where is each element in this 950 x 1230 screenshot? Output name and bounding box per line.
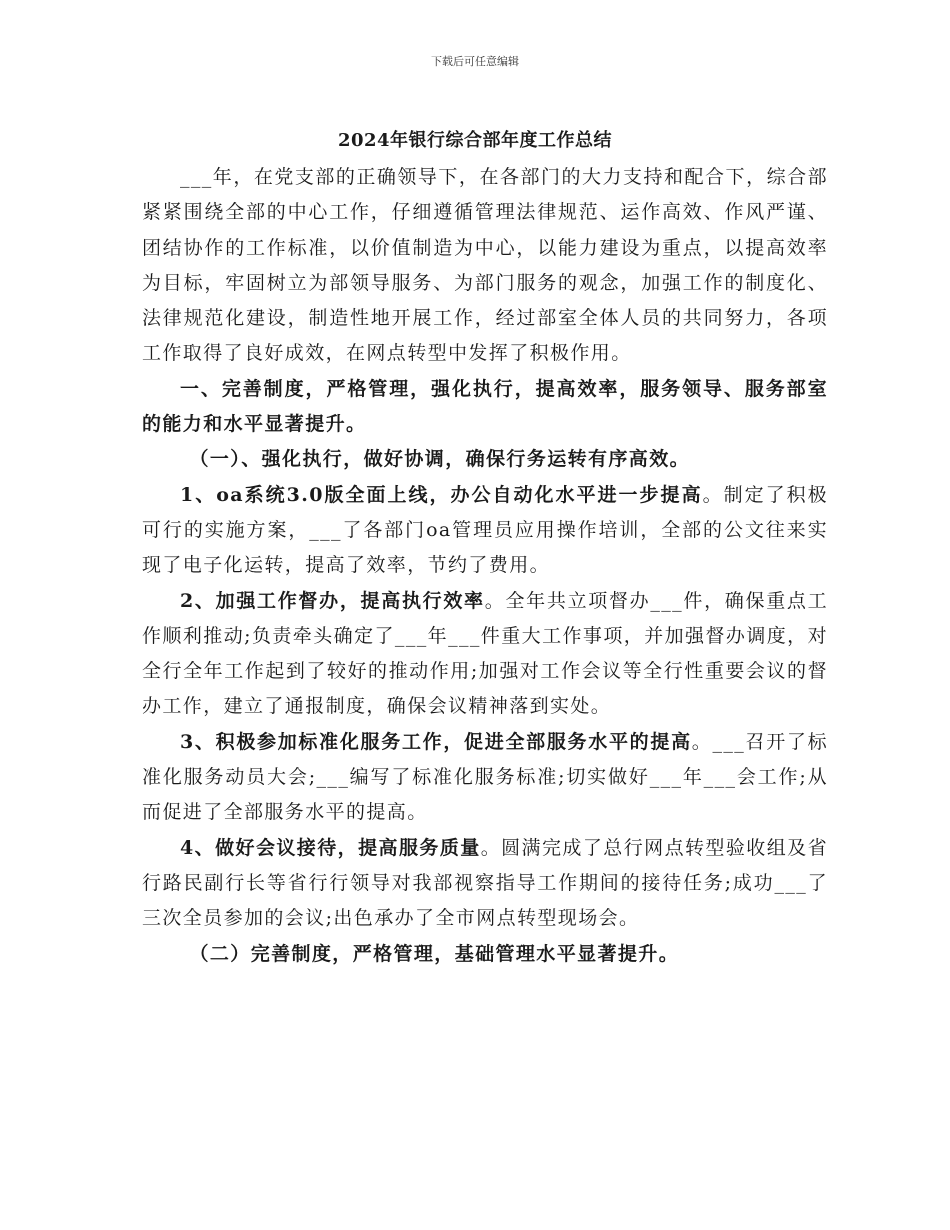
item-3-heading: 3、积极参加标准化服务工作，促进全部服务水平的提高	[180, 730, 692, 753]
section-heading-1: 一、完善制度，严格管理，强化执行，提高效率，服务领导、服务部室的能力和水平显著提升。	[142, 377, 828, 436]
item-1-heading: 1、oa系统3.0版全面上线，办公自动化水平进一步提高	[180, 483, 703, 506]
intro-paragraph: ___年，在党支部的正确领导下，在各部门的大力支持和配合下，综合部紧紧围绕全部的中心工作，仔细遵循管理法律规范、运作高效、作风严谨、团结协作的工作标准，以价值制造为中心，以能力建设为重点，以提高效率为目标，牢固树立为部领导服务、为部门服务的观念，加强工作的制度化、法律规范化建设，制造性地开展工作，经过部室全体人员的共同努力，各项工作取得了良好成效，在网点转型中发挥了积极作用。	[142, 166, 828, 365]
item-paragraph-3	[142, 725, 828, 831]
item-3-text: 。___召开了标准化服务动员大会;___编写了标准化服务标准;切实做好___年___会工作;从而促进了全部服务水平的提高。	[142, 730, 828, 824]
item-4-heading: 4、做好会议接待，提高服务质量	[180, 836, 481, 859]
document-body	[142, 160, 828, 972]
document-title: 2024年银行综合部年度工作总结	[337, 130, 613, 151]
item-2-heading: 2、加强工作督办，提高执行效率	[180, 589, 485, 612]
subsection-heading-1: （一）、强化执行，做好协调，确保行务运转有序高效。	[189, 448, 691, 471]
header-note: 下载后可任意编辑	[431, 55, 519, 68]
item-2-text: 。全年共立项督办___件，确保重点工作顺利推动;负责牵头确定了___年___件重大工作事项，并加强督办调度，对全行全年工作起到了较好的推动作用;加强对工作会议等全行性重要会议的督办工作，建立了通报制度，确保会议精神落到实处。	[142, 589, 828, 718]
item-1-text: 。制定了积极可行的实施方案，___了各部门oa管理员应用操作培训，全部的公文往来实现了电子化运转，提高了效率，节约了费用。	[142, 483, 829, 577]
item-paragraph-4	[142, 831, 828, 937]
item-paragraph-2	[142, 584, 828, 725]
item-paragraph-1	[142, 478, 828, 584]
subsection-heading-2: （二）完善制度，严格管理，基础管理水平显著提升。	[189, 942, 680, 965]
item-4-text: 。圆满完成了总行网点转型验收组及省行路民副行长等省行行领导对我部视察指导工作期间的接待任务;成功___了三次全员参加的会议;出色承办了全市网点转型现场会。	[142, 836, 828, 930]
